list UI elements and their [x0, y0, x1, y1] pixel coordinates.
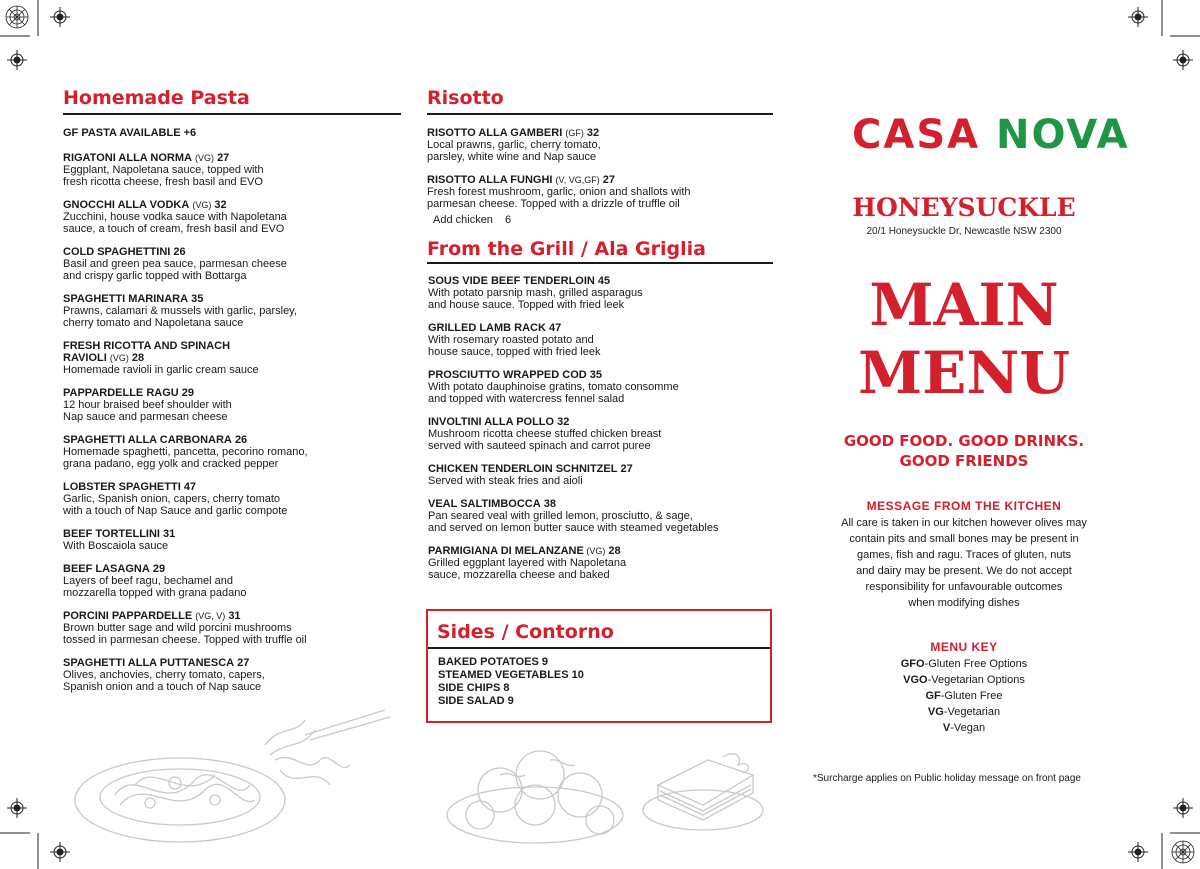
sides-box	[426, 609, 772, 723]
location-address: 20/1 Honeysuckle Dr, Newcastle NSW 2300	[866, 226, 1062, 237]
side-item: SIDE SALAD 9	[438, 695, 514, 707]
menu-item: GRILLED LAMB RACK 47 With rosemary roasted potato and house sauce, topped with fried leek	[428, 322, 601, 358]
risotto-list	[427, 127, 773, 237]
kitchen-message-body: All care is taken in our kitchen however olives may contain pits and small bones may be present in games, fish and ragu. Traces of gluten, nuts and dairy may be present. We do not accept responsibility for unfavourable outcomes when modifying dishes	[841, 517, 1087, 609]
menu-key-entry: GF-Gluten Free	[925, 690, 1003, 702]
menu-item: LOBSTER SPAGHETTI 47 Garlic, Spanish onion, capers, cherry tomato with a touch of Nap Sauce and garlic compote	[63, 481, 288, 517]
menu-item: COLD SPAGHETTINI 26 Basil and green pea sauce, parmesan cheese and crispy garlic topped with Bottarga	[63, 246, 287, 282]
menu-item: FRESH RICOTTA AND SPINACH RAVIOLI (VG) 28 Homemade ravioli in garlic cream sauce	[63, 340, 259, 376]
surcharge-note: *Surcharge applies on Public holiday message on front page	[813, 773, 1081, 784]
pasta-list	[63, 127, 403, 704]
tagline: GOOD FOOD. GOOD DRINKS. GOOD FRIENDS	[843, 432, 1085, 470]
menu-item: CHICKEN TENDERLOIN SCHNITZEL 27 Served with steak fries and aioli	[428, 463, 633, 487]
menu-key-title: MENU KEY	[930, 640, 998, 654]
menu-item: SPAGHETTI ALLA CARBONARA 26 Homemade spaghetti, pancetta, pecorino romano, grana padano, egg yolk and cracked pepper	[63, 434, 308, 470]
menu-item: RISOTTO ALLA GAMBERI (GF) 32 Local prawns, garlic, cherry tomato, parsley, white wine and Nap sauce	[427, 127, 601, 163]
side-item: BAKED POTATOES 9	[438, 656, 549, 668]
menu-key-list	[813, 656, 1115, 736]
sides-list	[438, 656, 584, 708]
menu-item: GNOCCHI ALLA VODKA (VG) 32 Zucchini, house vodka sauce with Napoletana sauce, a touch of cream, fresh basil and EVO	[63, 199, 287, 235]
menu-item: PAPPARDELLE RAGU 29 12 hour braised beef shoulder with Nap sauce and parmesan cheese	[63, 387, 232, 423]
lasagna-illustration	[638, 745, 768, 835]
menu-key-entry: VGO-Vegetarian Options	[903, 674, 1025, 686]
menu-item: RISOTTO ALLA FUNGHI (V, VG,GF) 27 Fresh forest mushroom, garlic, onion and shallots with parmesan cheese. Topped with a drizzle of truffle oil	[427, 174, 691, 210]
pasta-title-rule	[63, 113, 401, 115]
menu-key-entry: VG-Vegetarian	[927, 706, 1001, 718]
menu-key-entry: GFO-Gluten Free Options	[900, 658, 1028, 670]
grill-section-title: From the Grill / Ala Griglia	[427, 238, 706, 260]
kitchen-message-title: MESSAGE FROM THE KITCHEN	[866, 499, 1062, 513]
pasta-gf-note: GF PASTA AVAILABLE +6	[63, 127, 197, 139]
pasta-section-title: Homemade Pasta	[63, 87, 250, 109]
menu-item: SOUS VIDE BEEF TENDERLOIN 45 With potato parsnip mash, grilled asparagus and house sauce. Topped with fried leek	[428, 275, 643, 311]
restaurant-logo: CASA NOVA	[852, 112, 1130, 158]
pasta-plate-illustration	[65, 705, 425, 845]
risotto-addon: Add chicken 6	[433, 214, 512, 226]
menu-item: PARMIGIANA DI MELANZANE (VG) 28 Grilled eggplant layered with Napoletana sauce, mozzarella cheese and baked	[428, 545, 627, 581]
menu-item: PORCINI PAPPARDELLE (VG, V) 31 Brown butter sage and wild porcini mushrooms tossed in parmesan cheese. Topped with truffle oil	[63, 610, 307, 646]
menu-item: SPAGHETTI ALLA PUTTANESCA 27 Olives, anchovies, cherry tomato, capers, Spanish onion and a touch of Nap sauce	[63, 657, 265, 693]
menu-item: VEAL SALTIMBOCCA 38 Pan seared veal with grilled lemon, prosciutto, & sage, and served on lemon butter sauce with steamed vegetables	[428, 498, 719, 534]
page-title: MAIN MENU	[857, 271, 1070, 407]
risotto-title-rule	[427, 113, 773, 115]
menu-item: BEEF TORTELLINI 31 With Boscaiola sauce	[63, 528, 176, 552]
risotto-section-title: Risotto	[427, 87, 504, 109]
sides-title-rule	[428, 647, 770, 649]
grill-list	[428, 275, 774, 592]
side-item: STEAMED VEGETABLES 10	[438, 669, 584, 681]
menu-item: SPAGHETTI MARINARA 35 Prawns, calamari & mussels with garlic, parsley, cherry tomato and Napoletana sauce	[63, 293, 297, 329]
sides-section-title: Sides / Contorno	[437, 621, 614, 643]
menu-item: RIGATONI ALLA NORMA (VG) 27 Eggplant, Napoletana sauce, topped with fresh ricotta cheese, fresh basil and EVO	[63, 152, 264, 188]
location-name: HONEYSUCKLE	[852, 193, 1076, 222]
menu-item: INVOLTINI ALLA POLLO 32 Mushroom ricotta cheese stuffed chicken breast served with sauteed spinach and carrot puree	[428, 416, 662, 452]
menu-key-entry: V-Vegan	[942, 722, 986, 734]
grill-title-rule	[427, 262, 773, 264]
menu-item: PROSCIUTTO WRAPPED COD 35 With potato dauphinoise gratins, tomato consomme and topped with watercress fennel salad	[428, 369, 679, 405]
menu-item: BEEF LASAGNA 29 Layers of beef ragu, bechamel and mozzarella topped with grana padano	[63, 563, 247, 599]
meatballs-illustration	[440, 740, 640, 850]
side-item: SIDE CHIPS 8	[438, 682, 510, 694]
